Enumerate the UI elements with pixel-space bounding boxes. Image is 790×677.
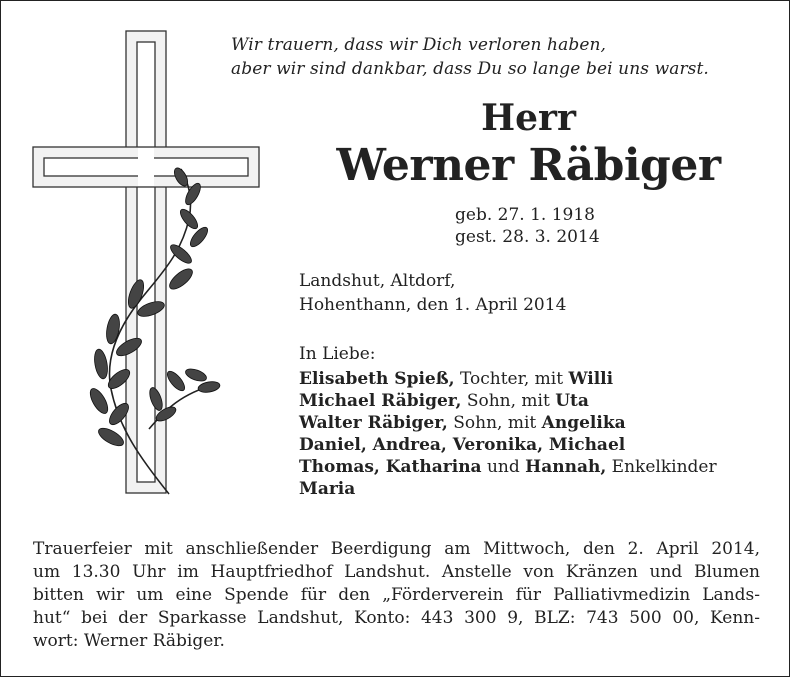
mourner-name: Hannah,	[525, 457, 607, 477]
salutation: Herr	[481, 97, 576, 139]
notice-line: Trauerfeier mit anschließender Beerdigung am Mittwoch, den 2. April 2014,	[33, 539, 760, 559]
mourner-row	[299, 368, 717, 390]
deceased-name: Werner Räbiger	[336, 140, 721, 191]
notice-line: um 13.30 Uhr im Hauptfriedhof Landshut. Anstelle von Kränzen und Blumen	[33, 562, 760, 582]
notice-line: bitten wir um eine Spende für den „Förderverein für Palliativmedizin Lands-	[33, 585, 760, 605]
place-line-1: Landshut, Altdorf,	[299, 271, 456, 291]
mourner-name: Uta	[555, 391, 589, 411]
mourner-relation: Sohn, mit	[447, 413, 542, 433]
mourner-relation: Tochter, mit	[454, 369, 569, 389]
mourners-list	[299, 368, 717, 500]
mourner-relation: Sohn, mit	[461, 391, 556, 411]
mourner-row	[299, 390, 717, 412]
memorial-quote	[231, 33, 709, 81]
mourner-name: Michael Räbiger,	[299, 391, 462, 411]
notice-line: wort: Werner Räbiger.	[33, 631, 225, 651]
birth-date: geb. 27. 1. 1918	[455, 205, 595, 225]
mourner-row	[299, 412, 717, 434]
life-dates	[455, 204, 600, 248]
notice-line: hut“ bei der Sparkasse Landshut, Konto: 443 300 9, BLZ: 743 500 00, Kenn-	[33, 608, 760, 628]
mourner-name: Thomas, Katharina	[299, 457, 482, 477]
mourner-name: Elisabeth Spieß,	[299, 369, 455, 389]
mourner-relation: und	[481, 457, 526, 477]
mourner-name: Walter Räbiger,	[299, 413, 448, 433]
mourner-name: Daniel, Andrea, Veronika, Michael	[299, 435, 626, 455]
quote-line-1: Wir trauern, dass wir Dich verloren haben,	[231, 35, 607, 55]
mourner-row	[299, 478, 717, 500]
place-and-date	[299, 269, 566, 317]
mourner-row	[299, 456, 717, 478]
mourner-name: Maria	[299, 479, 356, 499]
quote-line-2: aber wir sind dankbar, dass Du so lange bei uns warst.	[231, 59, 709, 79]
place-line-2: Hohenthann, den 1. April 2014	[299, 295, 567, 315]
mourner-name: Willi	[568, 369, 614, 389]
in-love-label: In Liebe:	[299, 344, 376, 364]
mourner-name: Angelika	[541, 413, 626, 433]
mourner-row	[299, 434, 717, 456]
funeral-notice	[33, 538, 760, 653]
mourner-relation: Enkelkinder	[606, 457, 717, 477]
death-date: gest. 28. 3. 2014	[455, 227, 600, 247]
